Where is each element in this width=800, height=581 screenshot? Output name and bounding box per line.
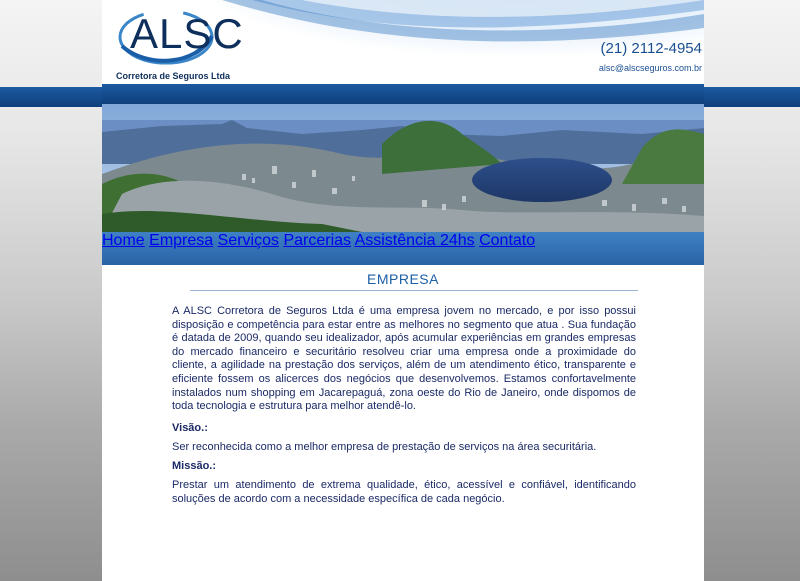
intro-paragraph: A ALSC Corretora de Seguros Ltda é uma empresa jovem no mercado, e por isso possui disposição e competência para estar entre as melhores no segmento que atua . Sua fundação é datada de 2009, quando seu idealizador, após acumular experiências em grandes empresas do mercado financeiro e securitário resolveu criar uma empresa onde a proximidade do cliente, a agilidade na prestação dos serviços, além de um atendimento ético, transparente e eficiente fossem os alicerces dos negócios que desenvolvemos. Estamos confortavelmente instalados num shopping em Jacarepaguá, zona oeste do Rio de Janeiro, onde dispomos de toda tecnologia e estrutura para melhor atendê-lo. — [172, 305, 636, 413]
nav-empresa[interactable]: Empresa — [149, 232, 214, 249]
nav-assistencia-24hs[interactable]: Assistência 24hs — [354, 232, 475, 249]
phone-number: (21) 2112-4954 — [600, 40, 702, 57]
main-navigation — [102, 232, 704, 265]
nav-servicos[interactable]: Serviços — [217, 232, 279, 249]
mission-heading: Missão.: — [172, 460, 217, 472]
right-side-band — [704, 87, 800, 107]
vision-text: Ser reconhecida como a melhor empresa de prestação de serviços na área securitária. — [172, 441, 597, 453]
nav-parcerias[interactable]: Parcerias — [283, 232, 352, 249]
logo-subtitle: Corretora de Seguros Ltda — [116, 71, 231, 81]
site-header — [102, 0, 704, 84]
hero-image — [102, 104, 704, 232]
logo-text[interactable]: ALSC — [130, 10, 244, 57]
header-band — [102, 84, 704, 104]
nav-home[interactable]: Home — [102, 232, 145, 249]
mission-text: Prestar um atendimento de extrema qualidade, ético, acessível e confiável, identificando soluções de acordo com a necessidade específica de cada negócio. — [172, 479, 636, 505]
nav-contato[interactable]: Contato — [479, 232, 536, 249]
page-container — [102, 0, 704, 581]
vision-heading: Visão.: — [172, 422, 208, 434]
title-divider — [190, 290, 638, 291]
page-title: EMPRESA — [367, 271, 439, 287]
left-side-band — [0, 87, 102, 107]
email-link[interactable]: alsc@alscseguros.com.br — [598, 63, 702, 73]
